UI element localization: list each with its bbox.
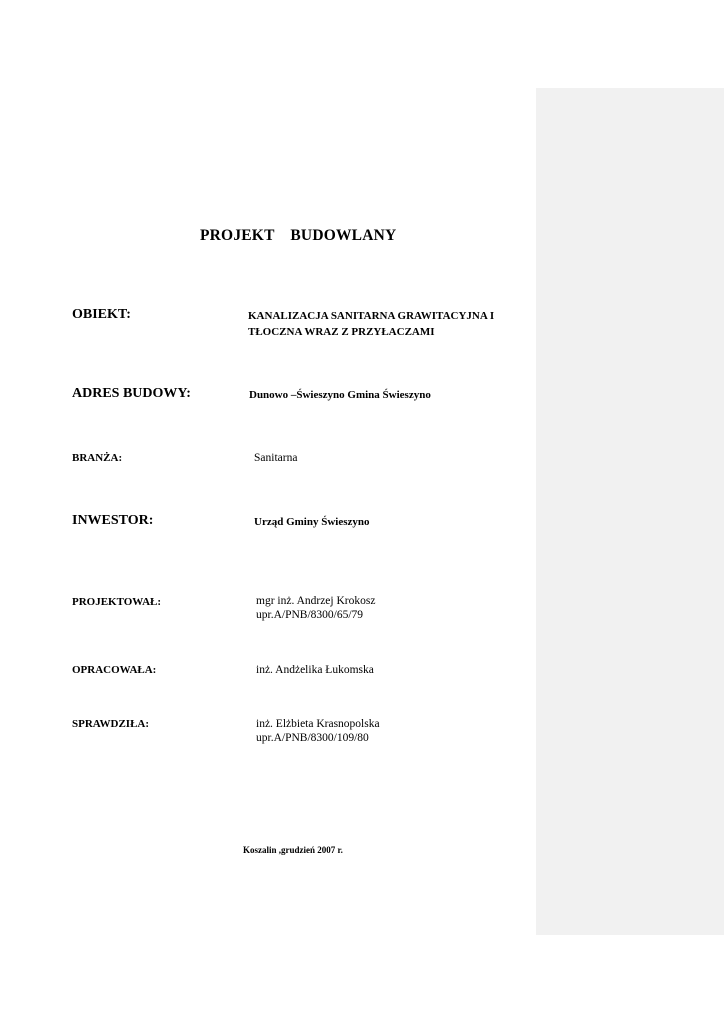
- sprawdzila-value: [256, 717, 380, 745]
- document-title: PROJEKT BUDOWLANY: [200, 227, 397, 244]
- projektowal-name: mgr inż. Andrzej Krokosz: [256, 595, 376, 607]
- opracowala-value: inż. Andżelika Łukomska: [256, 664, 374, 676]
- inwestor-value: Urząd Gminy Świeszyno: [254, 516, 370, 528]
- adres-value: Dunowo –Świeszyno Gmina Świeszyno: [249, 389, 431, 401]
- footer-place-date: Koszalin ,grudzień 2007 r.: [243, 845, 343, 855]
- obiekt-value: [248, 308, 494, 340]
- sprawdzila-label: SPRAWDZIŁA:: [72, 718, 150, 730]
- projektowal-license: upr.A/PNB/8300/65/79: [256, 609, 364, 621]
- comment-margin-pane: [536, 88, 724, 935]
- obiekt-value-line-2: TŁOCZNA WRAZ Z PRZYŁACZAMI: [248, 326, 435, 338]
- obiekt-value-line-1: KANALIZACJA SANITARNA GRAWITACYJNA I: [248, 310, 495, 322]
- inwestor-label: INWESTOR:: [72, 513, 154, 528]
- sprawdzila-name: inż. Elżbieta Krasnopolska: [256, 718, 380, 730]
- branza-label: BRANŻA:: [72, 452, 123, 464]
- sprawdzila-license: upr.A/PNB/8300/109/80: [256, 732, 369, 744]
- adres-label: ADRES BUDOWY:: [72, 386, 191, 401]
- projektowal-label: PROJEKTOWAŁ:: [72, 596, 162, 608]
- branza-value: Sanitarna: [254, 452, 298, 464]
- projektowal-value: [256, 594, 375, 622]
- opracowala-label: OPRACOWAŁA:: [72, 664, 157, 676]
- obiekt-label: OBIEKT:: [72, 307, 131, 322]
